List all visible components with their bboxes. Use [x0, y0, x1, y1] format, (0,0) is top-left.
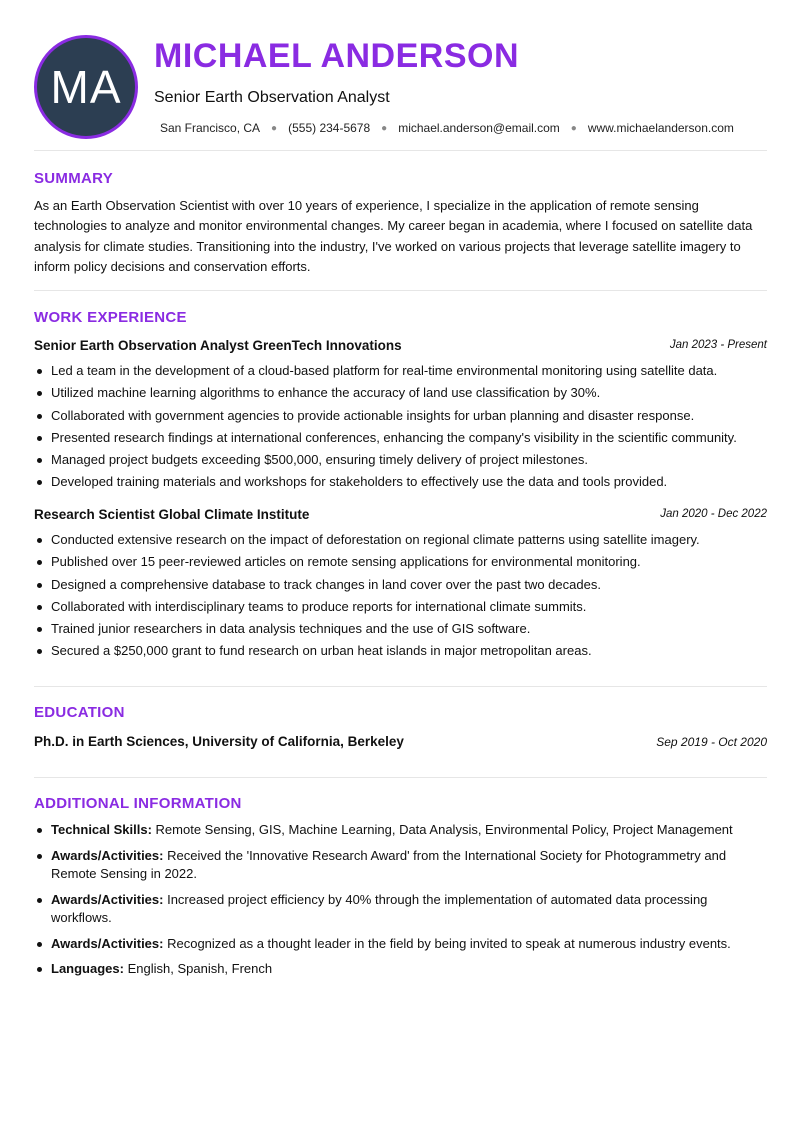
list-item: Designed a comprehensive database to track changes in land cover over the past two decades.	[34, 574, 767, 596]
avatar	[34, 35, 138, 139]
contact-email[interactable]: michael.anderson@email.com	[398, 121, 560, 135]
list-item	[34, 821, 767, 840]
job-header	[34, 506, 767, 526]
info-label: Awards/Activities:	[51, 847, 164, 863]
info-text: Received the 'Innovative Research Award' from the International Society for Photogrammetry and Remote Sensing in 2022.	[51, 847, 727, 881]
list-item	[34, 891, 767, 928]
job-date: Jan 2020 - Dec 2022	[660, 508, 767, 520]
info-label: Awards/Activities:	[51, 891, 164, 907]
separator-dot-icon: ●	[570, 122, 577, 134]
section-divider	[34, 686, 767, 687]
list-item: Collaborated with interdisciplinary teams to produce reports for international climate summits.	[34, 596, 767, 618]
list-item	[34, 935, 767, 954]
job-header	[34, 337, 767, 357]
info-text: English, Spanish, French	[127, 961, 273, 976]
list-item: Developed training materials and workshops for stakeholders to effectively use the data and tools provided.	[34, 471, 767, 493]
contact-phone: (555) 234-5678	[288, 121, 371, 135]
education-degree: Ph.D. in Earth Sciences, University of California, Berkeley	[34, 734, 404, 749]
job-entry	[34, 506, 767, 663]
list-item: Conducted extensive research on the impact of deforestation on regional climate patterns using satellite imagery.	[34, 529, 767, 551]
summary-text: As an Earth Observation Scientist with over 10 years of experience, I specialize in the application of remote sensing technologies to analyze and monitor environmental changes. My career began in academia, where I focused on satellite data analysis for climate studies. Transitioning into the industry, I've worked on various projects that leverage satellite imagery to inform policy decisions and conservation efforts.	[34, 198, 753, 275]
list-item	[34, 960, 767, 979]
info-label: Languages:	[51, 961, 124, 976]
list-item	[34, 847, 767, 884]
job-bullets	[34, 360, 767, 494]
education-heading: EDUCATION	[34, 704, 125, 721]
resume-header	[0, 0, 800, 150]
list-item: Trained junior researchers in data analysis techniques and the use of GIS software.	[34, 618, 767, 640]
additional-info-list	[34, 821, 767, 986]
list-item: Collaborated with government agencies to provide actionable insights for urban planning and disaster response.	[34, 405, 767, 427]
education-date: Sep 2019 - Oct 2020	[656, 735, 767, 749]
work-experience-heading: WORK EXPERIENCE	[34, 309, 187, 326]
candidate-name: MICHAEL ANDERSON	[154, 37, 520, 75]
summary-heading: SUMMARY	[34, 170, 114, 187]
additional-info-heading: ADDITIONAL INFORMATION	[34, 795, 242, 812]
list-item: Managed project budgets exceeding $500,000, ensuring timely delivery of project milestones.	[34, 449, 767, 471]
info-text: Remote Sensing, GIS, Machine Learning, Data Analysis, Environmental Policy, Project Management	[155, 822, 733, 837]
section-divider	[34, 150, 767, 151]
list-item: Secured a $250,000 grant to fund research on urban heat islands in major metropolitan areas.	[34, 640, 767, 662]
job-entry	[34, 337, 767, 494]
job-date: Jan 2023 - Present	[669, 339, 767, 351]
contact-location: San Francisco, CA	[160, 121, 261, 135]
info-text: Increased project efficiency by 40% through the implementation of automated data processing workflows.	[51, 891, 708, 925]
section-divider	[34, 777, 767, 778]
job-role: Senior Earth Observation Analyst GreenTech Innovations	[34, 338, 402, 353]
section-divider	[34, 290, 767, 291]
list-item: Led a team in the development of a cloud-based platform for real-time environmental monitoring using satellite data.	[34, 360, 767, 382]
contact-line	[160, 121, 734, 135]
contact-website[interactable]: www.michaelanderson.com	[587, 121, 734, 135]
list-item: Presented research findings at international conferences, enhancing the company's visibility in the scientific community.	[34, 427, 767, 449]
info-text: Recognized as a thought leader in the field by being invited to speak at numerous industry events.	[167, 935, 731, 951]
job-role: Research Scientist Global Climate Institute	[34, 507, 310, 522]
separator-dot-icon: ●	[271, 122, 278, 134]
info-label: Awards/Activities:	[51, 935, 164, 951]
avatar-initials: MA	[50, 61, 122, 113]
list-item: Utilized machine learning algorithms to enhance the accuracy of land use classification by 30%.	[34, 382, 767, 404]
info-label: Technical Skills:	[51, 822, 152, 837]
separator-dot-icon: ●	[381, 122, 388, 134]
list-item: Published over 15 peer-reviewed articles on remote sensing applications for environmental monitoring.	[34, 551, 767, 573]
candidate-title: Senior Earth Observation Analyst	[154, 89, 390, 106]
job-bullets	[34, 529, 767, 663]
education-entry	[34, 733, 767, 753]
